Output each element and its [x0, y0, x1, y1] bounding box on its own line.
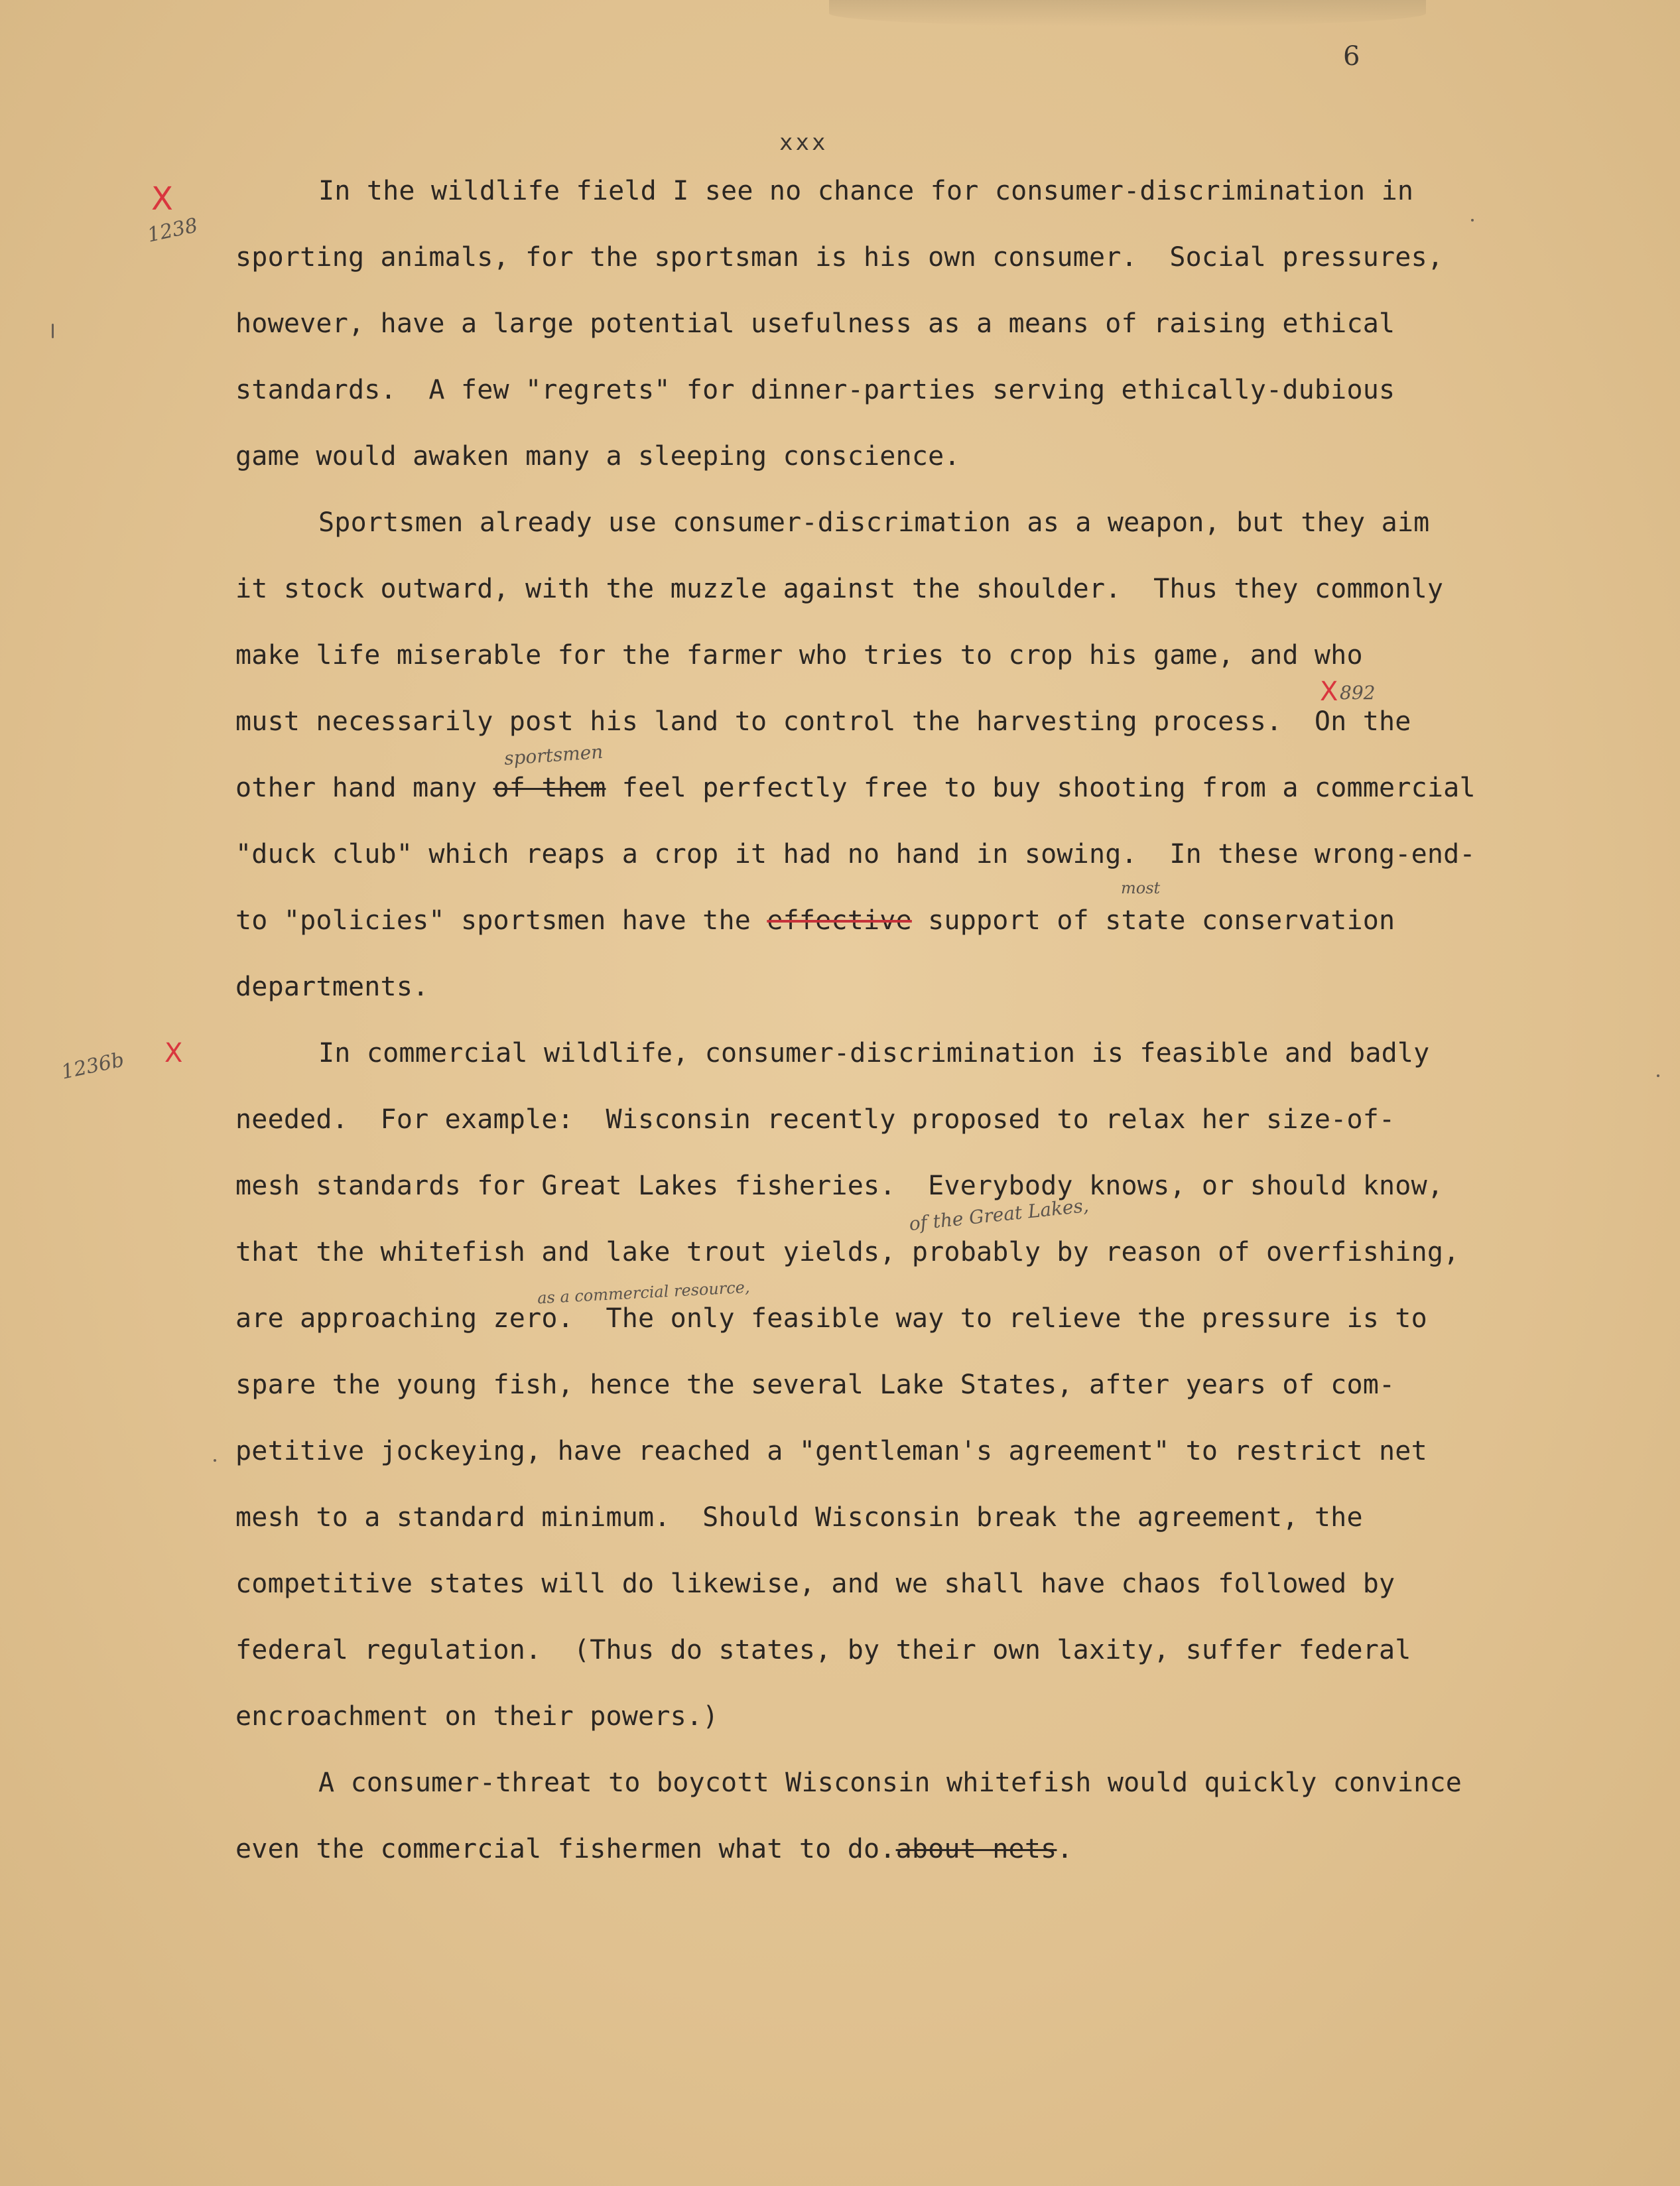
text-line: are approaching zero. The only feasible way to relieve the pressure is to — [235, 1303, 1427, 1334]
text-line: game would awaken many a sleeping conscience. — [235, 441, 960, 472]
text-line: standards. A few "regrets" for dinner-parties serving ethically-dubious — [235, 375, 1395, 405]
text-line: petitive jockeying, have reached a "gentleman's agreement" to restrict net — [235, 1436, 1427, 1466]
text-line: mesh standards for Great Lakes fisheries. Everybody knows, or should know, — [235, 1171, 1444, 1201]
text-segment: . — [1057, 1834, 1073, 1864]
text-line: In commercial wildlife, consumer-discrimination is feasible and badly — [318, 1038, 1430, 1068]
text-line: sporting animals, for the sportsman is his own consumer. Social pressures, — [235, 242, 1444, 273]
text-line: must necessarily post his land to control the harvesting process. On the — [235, 706, 1411, 737]
paper-speck — [214, 1459, 216, 1462]
insertion-most: most — [1121, 879, 1161, 897]
text-segment: even the commercial fishermen what to do. — [235, 1834, 896, 1864]
insertion-commercial-resource: as a commercial resource, — [537, 1277, 751, 1308]
section-break-mark: xxx — [779, 129, 828, 156]
paper-speck — [1471, 219, 1474, 222]
text-segment: feel perfectly free to buy shooting from a commercial — [606, 773, 1476, 803]
text-line: however, have a large potential usefulness as a means of raising ethical — [235, 308, 1395, 339]
paper-speck — [52, 324, 54, 338]
text-line — [235, 1836, 1073, 1862]
text-line: Sportsmen already use consumer-discrimation as a weapon, but they aim — [318, 507, 1430, 538]
text-line: competitive states will do likewise, and we shall have chaos followed by — [235, 1569, 1395, 1599]
margin-note-892: 892 — [1340, 682, 1376, 704]
text-line: departments. — [235, 972, 429, 1002]
red-x-mark: X — [1320, 676, 1338, 707]
text-line: it stock outward, with the muzzle against the shoulder. Thus they commonly — [235, 574, 1444, 604]
text-line: mesh to a standard minimum. Should Wisconsin break the agreement, the — [235, 1502, 1363, 1533]
text-line: A consumer-threat to boycott Wisconsin whitefish would quickly convince — [318, 1768, 1462, 1798]
insertion-sportsmen: sportsmen — [503, 740, 604, 770]
text-line: needed. For example: Wisconsin recently proposed to relax her size-of- — [235, 1104, 1395, 1135]
struck-text: about nets — [895, 1834, 1057, 1864]
text-line: "duck club" which reaps a crop it had no hand in sowing. In these wrong-end- — [235, 839, 1476, 869]
text-line: that the whitefish and lake trout yields, probably by reason of overfishing, — [235, 1237, 1460, 1267]
text-segment: to "policies" sportsmen have the — [235, 905, 767, 936]
text-line: make life miserable for the farmer who tries to crop his game, and who — [235, 640, 1363, 671]
struck-text: effective — [767, 905, 912, 936]
struck-text: of them — [493, 773, 606, 803]
text-segment: support of state conservation — [911, 905, 1395, 936]
text-line — [235, 907, 1395, 934]
insertion-great-lakes: of the Great Lakes, — [908, 1194, 1090, 1236]
red-x-mark: X — [151, 180, 173, 218]
text-segment: other hand many — [235, 773, 493, 803]
page-number: 6 — [1343, 41, 1360, 72]
paper-speck — [1657, 1074, 1659, 1077]
paper-fold-shadow — [829, 0, 1426, 27]
text-line: encroachment on their powers.) — [235, 1701, 719, 1732]
margin-note-1236b: 1236b — [59, 1048, 127, 1084]
text-line — [235, 775, 1476, 801]
text-line: federal regulation. (Thus do states, by their own laxity, suffer federal — [235, 1635, 1411, 1665]
red-x-mark: X — [164, 1038, 183, 1068]
margin-note-1238: 1238 — [145, 214, 200, 247]
text-line: spare the young fish, hence the several Lake States, after years of com- — [235, 1370, 1395, 1400]
text-line: In the wildlife field I see no chance for consumer-discrimination in — [318, 176, 1414, 206]
